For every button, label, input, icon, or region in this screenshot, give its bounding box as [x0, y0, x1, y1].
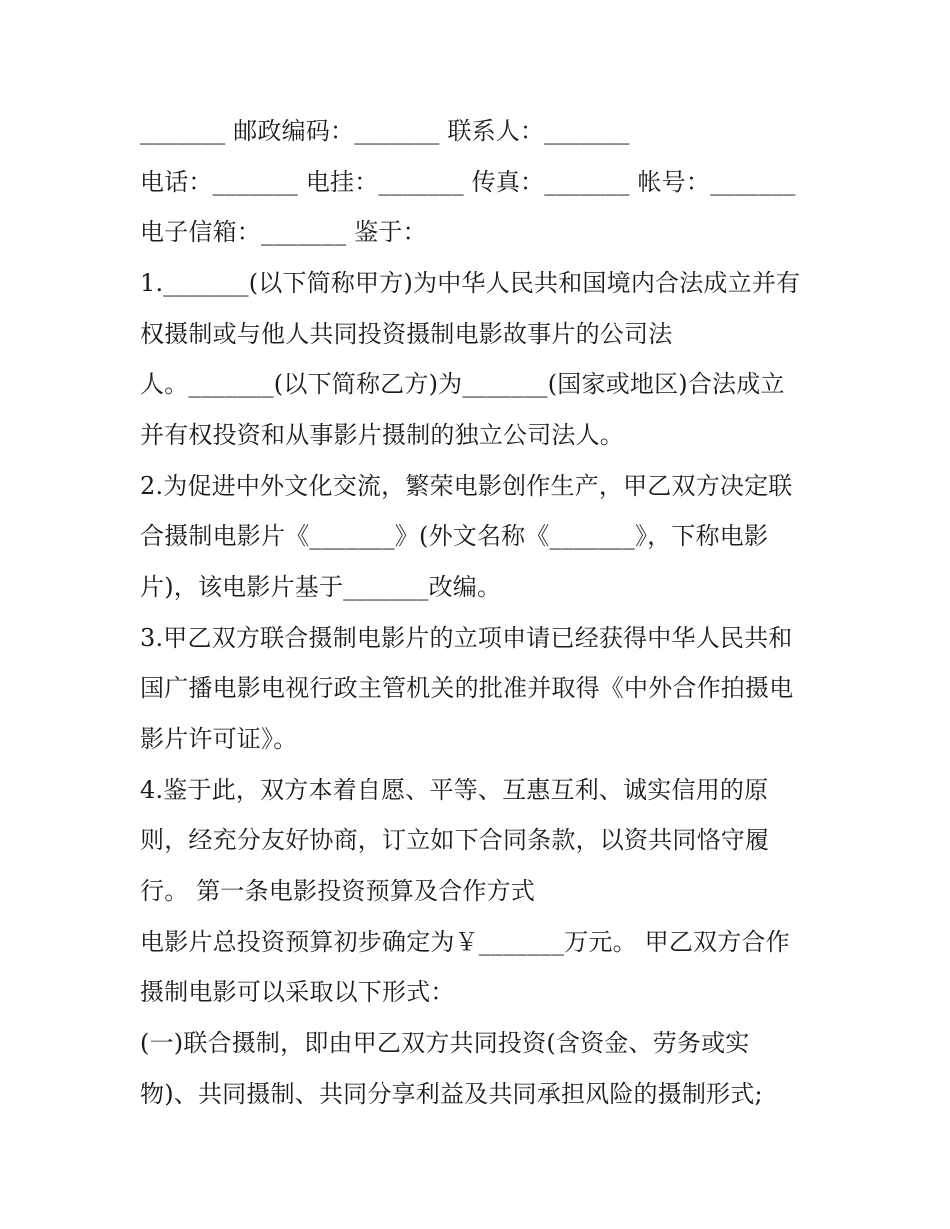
text-line: 3.甲乙双方联合摄制电影片的立项申请已经获得中华人民共和: [140, 624, 793, 652]
text-line: 影片许可证》。: [140, 725, 298, 753]
text-line: 电子信箱：_______ 鉴于：: [140, 218, 427, 246]
text-line: 电影片总投资预算初步确定为￥_______万元。 甲乙双方合作: [140, 928, 790, 956]
text-line: 人。_______(以下简称乙方)为_______(国家或地区)合法成立: [140, 370, 785, 398]
text-line: 电话：_______ 电挂：_______ 传真：_______ 帐号：_______: [140, 168, 796, 196]
text-line: 2.为促进中外文化交流，繁荣电影创作生产，甲乙双方决定联: [140, 472, 793, 500]
text-line: 1._______(以下简称甲方)为中华人民共和国境内合法成立并有: [140, 269, 801, 297]
text-line: (一)联合摄制，即由甲乙双方共同投资(含资金、劳务或实: [140, 1029, 750, 1057]
text-line: 合摄制电影片《_______》(外文名称《_______》，下称电影: [140, 522, 769, 550]
text-line: 片)，该电影片基于_______改编。: [140, 573, 502, 601]
text-line: 行。 第一条电影投资预算及合作方式: [140, 877, 536, 905]
text-line: _______ 邮政编码：_______ 联系人：_______: [140, 117, 630, 145]
text-line: 并有权投资和从事影片摄制的独立公司法人。: [140, 421, 624, 449]
text-line: 摄制电影可以采取以下形式：: [140, 978, 455, 1006]
text-line: 国广播电影电视行政主管机关的批准并取得《中外合作拍摄电: [140, 674, 794, 702]
text-line: 4.鉴于此，双方本着自愿、平等、互惠互利、诚实信用的原: [140, 776, 769, 804]
text-line: 则，经充分友好协商，订立如下合同条款，以资共同恪守履: [140, 826, 770, 854]
text-line: 权摄制或与他人共同投资摄制电影故事片的公司法: [140, 320, 673, 348]
text-line: 物)、共同摄制、共同分享利益及共同承担风险的摄制形式;: [140, 1080, 763, 1108]
